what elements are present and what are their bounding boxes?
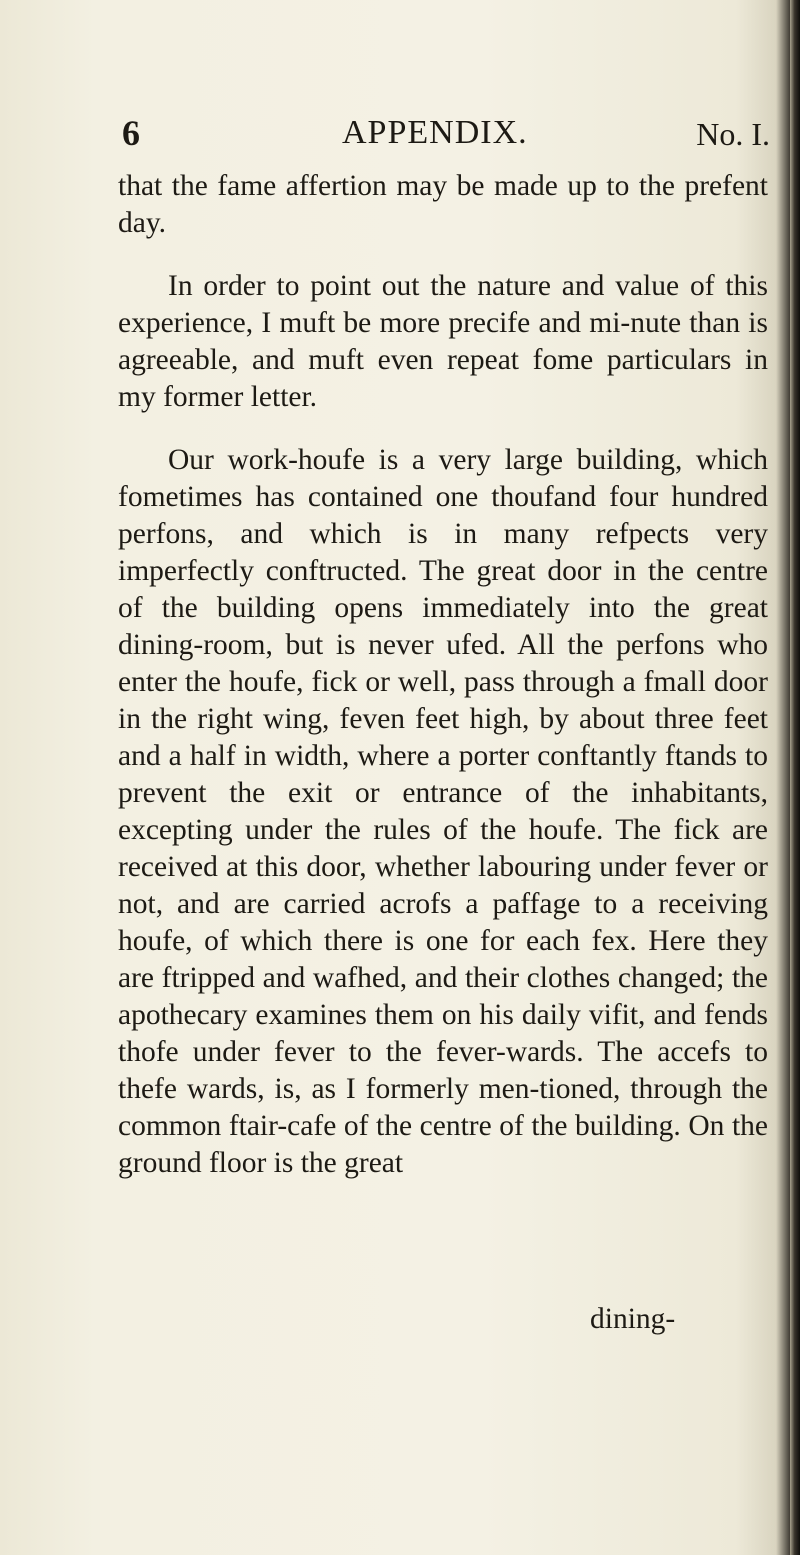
running-head: APPENDIX. — [342, 114, 528, 151]
body-text — [118, 168, 768, 1208]
paragraph-workhouse: Our work-houfe is a very large building, which fometimes has contained one thoufand four hundred perfons, and which is in many refpects very imperfectly conftructed. The great door in the centre of the building opens immediately into the great dining-room, but is never ufed. All the perfons who enter the houfe, fick or well, pass through a fmall door in the right wing, feven feet high, by about three feet and a half in width, where a porter conftantly ftands to prevent the exit or entrance of the inhabitants, excepting under the rules of the houfe. The fick are received at this door, whether labouring under fever or not, and are carried acrofs a paffage to a receiving houfe, of which there is one for each fex. Here they are ftripped and wafhed, and their clothes changed; the apothecary examines them on his daily vifit, and fends thofe under fever to the fever-wards. The accefs to thefe wards, is, as I formerly men-tioned, through the common ftair-cafe of the centre of the building. On the ground floor is the great — [118, 444, 768, 1179]
page-edge-shadow — [790, 0, 800, 1555]
paragraph-continuation: that the fame affertion may be made up to the prefent day. — [118, 170, 768, 239]
page-header — [122, 112, 770, 162]
catchword: dining- — [590, 1303, 676, 1335]
page-number: 6 — [122, 113, 140, 153]
section-number: No. I. — [696, 116, 770, 152]
paragraph-order: In order to point out the nature and value of this experience, I muft be more precife and mi-nute than is agreeable, and muft even repeat fome particulars in my former letter. — [118, 270, 768, 413]
